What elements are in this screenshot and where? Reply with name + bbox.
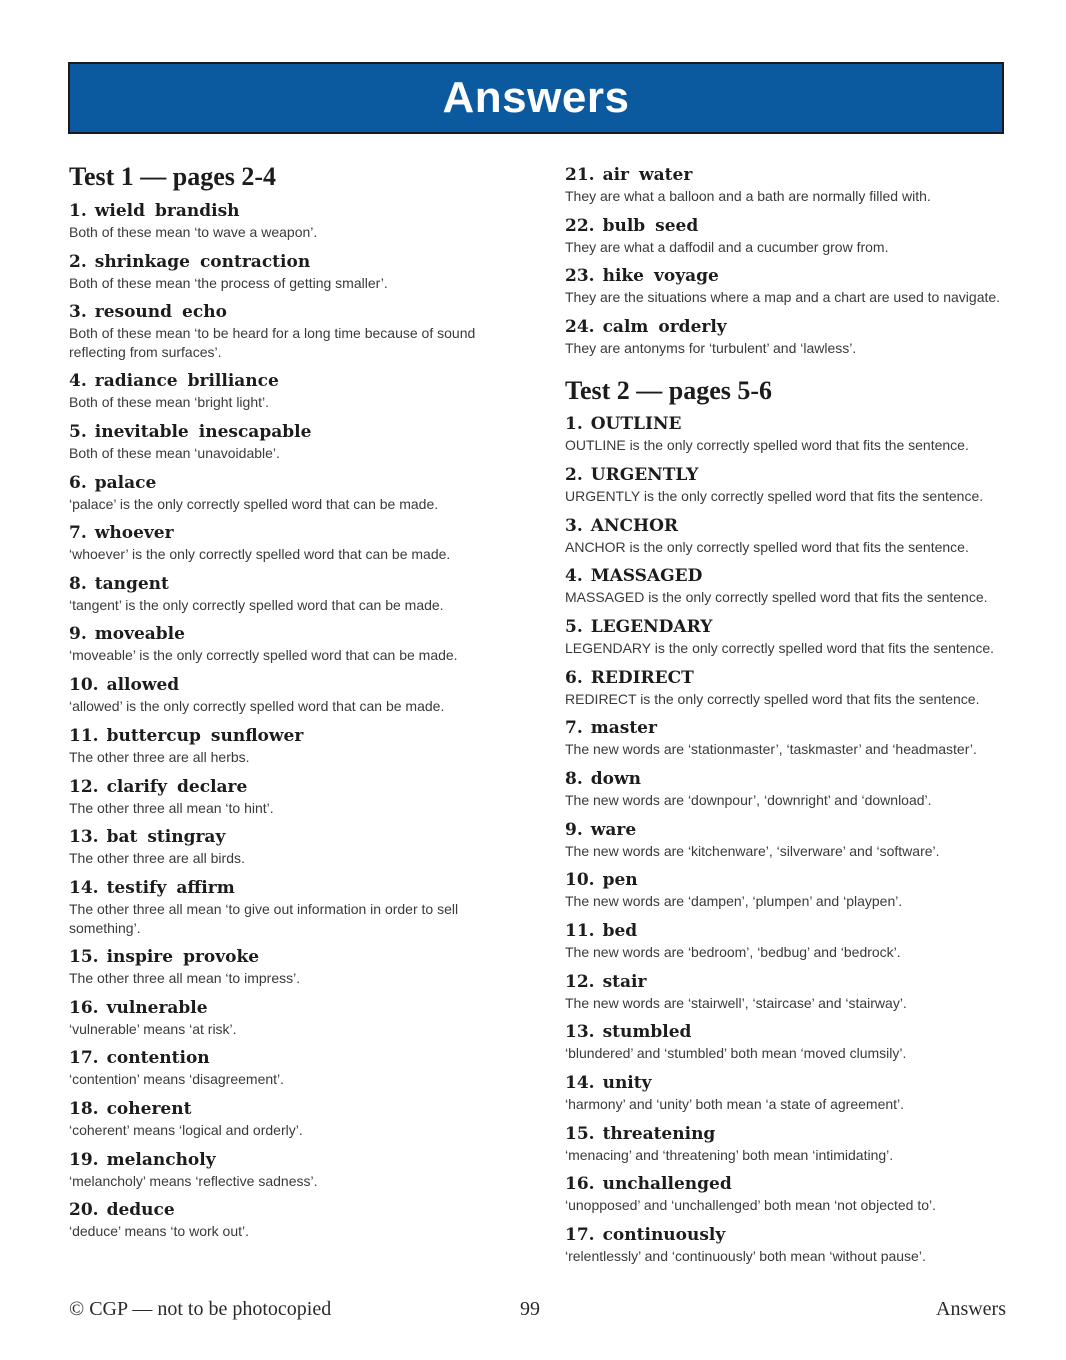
- answer-heading: [69, 523, 529, 544]
- answer-heading: [565, 617, 1035, 638]
- answer-explanation: URGENTLY is the only correctly spelled word that fits the sentence.: [565, 488, 984, 504]
- answer-item: [565, 921, 1035, 962]
- answer-number: 7.: [565, 718, 583, 738]
- answer-heading: [69, 777, 529, 798]
- answer-number: 24.: [565, 317, 595, 337]
- answer-item: [69, 201, 529, 242]
- answer-explanation: OUTLINE is the only correctly spelled word that fits the sentence.: [565, 437, 969, 453]
- answer-item: [565, 165, 1035, 206]
- answer-item: [565, 317, 1035, 358]
- answer-word: palace: [94, 473, 157, 493]
- answer-word-second: orderly: [658, 317, 727, 337]
- answer-explanation: ‘palace’ is the only correctly spelled word that can be made.: [69, 496, 439, 512]
- answer-heading: [69, 675, 529, 696]
- answer-word: allowed: [106, 675, 180, 695]
- answer-word-second: brandish: [155, 201, 240, 221]
- footer-copyright: © CGP — not to be photocopied: [69, 1298, 332, 1320]
- answer-explanation: The new words are ‘stairwell’, ‘staircase’ and ‘stairway’.: [565, 995, 907, 1011]
- answer-heading: [565, 1124, 1035, 1145]
- answer-explanation: ‘moveable’ is the only correctly spelled word that can be made.: [69, 647, 458, 663]
- answer-heading: [69, 1150, 529, 1171]
- answer-heading: [69, 998, 529, 1019]
- test2-heading: Test 2 — pages 5-6: [565, 376, 773, 405]
- answer-number: 16.: [69, 998, 99, 1018]
- answer-item: [565, 1073, 1035, 1114]
- answer-number: 9.: [69, 624, 87, 644]
- answer-word: pen: [602, 870, 638, 890]
- answer-word: testify: [106, 878, 167, 898]
- answer-number: 12.: [565, 972, 595, 992]
- answer-heading: [565, 516, 1035, 537]
- answer-number: 5.: [69, 422, 87, 442]
- answer-word: stumbled: [602, 1022, 692, 1042]
- answer-explanation: They are antonyms for ‘turbulent’ and ‘lawless’.: [565, 340, 857, 356]
- answer-word-second: declare: [177, 777, 248, 797]
- answer-word: wield: [94, 201, 146, 221]
- answer-explanation: ‘coherent’ means ‘logical and orderly’.: [69, 1122, 303, 1138]
- answer-item: [565, 668, 1035, 709]
- answer-word: OUTLINE: [590, 414, 682, 434]
- answer-word: unchallenged: [602, 1174, 732, 1194]
- answer-word-second: sunflower: [210, 726, 304, 746]
- page-title: Answers: [442, 73, 630, 122]
- answer-heading: [69, 624, 529, 645]
- answer-heading: [69, 371, 529, 392]
- answer-explanation: They are what a daffodil and a cucumber grow from.: [565, 239, 889, 255]
- answer-number: 3.: [69, 302, 87, 322]
- answer-word: REDIRECT: [590, 668, 694, 688]
- answer-item: [69, 523, 529, 564]
- answer-word: radiance: [94, 371, 178, 391]
- answer-number: 8.: [565, 769, 583, 789]
- answer-heading: [565, 266, 1035, 287]
- answer-word: URGENTLY: [590, 465, 699, 485]
- answer-heading: [565, 870, 1035, 891]
- answer-heading: [69, 422, 529, 443]
- answer-item: [69, 302, 529, 362]
- answer-item: [565, 516, 1035, 557]
- answer-word-second: echo: [182, 302, 227, 322]
- answer-word-second: stingray: [147, 827, 226, 847]
- answer-word: stair: [602, 972, 647, 992]
- answer-word-second: contraction: [199, 252, 311, 272]
- answer-heading: [69, 252, 529, 273]
- answer-item: [69, 252, 529, 293]
- answer-number: 8.: [69, 574, 87, 594]
- answer-explanation: ANCHOR is the only correctly spelled word that fits the sentence.: [565, 539, 969, 555]
- answer-number: 5.: [565, 617, 583, 637]
- answer-heading: [565, 566, 1035, 587]
- answer-explanation: The other three are all birds.: [69, 850, 245, 866]
- answer-item: [69, 1099, 529, 1140]
- answer-explanation: ‘deduce’ means ‘to work out’.: [69, 1223, 250, 1239]
- answer-word: tangent: [94, 574, 169, 594]
- answer-word: air: [602, 165, 630, 185]
- answer-word: inspire: [106, 947, 174, 967]
- footer-section: Answers: [936, 1298, 1006, 1320]
- answer-item: [565, 769, 1035, 810]
- answer-heading: [565, 1225, 1035, 1246]
- answer-explanation: They are what a balloon and a bath are normally filled with.: [565, 188, 931, 204]
- answer-word: ANCHOR: [590, 516, 679, 536]
- answer-heading: [565, 972, 1035, 993]
- answer-explanation: ‘blundered’ and ‘stumbled’ both mean ‘moved clumsily’.: [565, 1045, 907, 1061]
- answer-explanation: The other three are all herbs.: [69, 749, 250, 765]
- answer-number: 21.: [565, 165, 595, 185]
- answer-word-second: water: [639, 165, 693, 185]
- answer-heading: [69, 878, 529, 899]
- answer-heading: [565, 1174, 1035, 1195]
- answer-explanation: REDIRECT is the only correctly spelled word that fits the sentence.: [565, 691, 980, 707]
- answer-number: 4.: [565, 566, 583, 586]
- answer-explanation: The new words are ‘kitchenware’, ‘silverware’ and ‘software’.: [565, 843, 940, 859]
- answer-explanation: ‘tangent’ is the only correctly spelled word that can be made.: [69, 597, 444, 613]
- answer-word-second: voyage: [654, 266, 719, 286]
- answer-heading: [565, 668, 1035, 689]
- answer-word: unity: [602, 1073, 652, 1093]
- answer-item: [69, 1150, 529, 1191]
- answer-number: 6.: [565, 668, 583, 688]
- answer-heading: [565, 165, 1035, 186]
- answer-heading: [565, 465, 1035, 486]
- answer-number: 20.: [69, 1200, 99, 1220]
- answer-heading: [565, 1073, 1035, 1094]
- answer-number: 14.: [69, 878, 99, 898]
- answer-item: [69, 1200, 529, 1241]
- answer-item: [565, 820, 1035, 861]
- answer-word: coherent: [106, 1099, 192, 1119]
- answer-item: [565, 1174, 1035, 1215]
- answer-number: 2.: [565, 465, 583, 485]
- answer-item: [565, 216, 1035, 257]
- answer-word: vulnerable: [106, 998, 208, 1018]
- answer-word: bat: [106, 827, 138, 847]
- test1-heading: Test 1 — pages 2-4: [69, 162, 277, 191]
- answer-word-second: seed: [655, 216, 699, 236]
- answer-word: moveable: [94, 624, 185, 644]
- answer-heading: [69, 201, 529, 222]
- answer-heading: [565, 820, 1035, 841]
- answer-explanation: ‘vulnerable’ means ‘at risk’.: [69, 1021, 237, 1037]
- answer-explanation: The other three all mean ‘to hint’.: [69, 800, 274, 816]
- answer-word: bulb: [602, 216, 646, 236]
- answer-item: [69, 777, 529, 818]
- answer-explanation: ‘unopposed’ and ‘unchallenged’ both mean ‘not objected to’.: [565, 1197, 937, 1213]
- answer-item: [565, 1022, 1035, 1063]
- answer-word-second: provoke: [183, 947, 260, 967]
- answer-number: 2.: [69, 252, 87, 272]
- answer-item: [565, 414, 1035, 455]
- answer-explanation: ‘contention’ means ‘disagreement’.: [69, 1071, 285, 1087]
- answer-word: hike: [602, 266, 644, 286]
- answer-word: shrinkage: [94, 252, 190, 272]
- answer-explanation: The new words are ‘stationmaster’, ‘taskmaster’ and ‘headmaster’.: [565, 741, 977, 757]
- answer-item: [69, 726, 529, 767]
- answer-item: [69, 371, 529, 412]
- answer-heading: [565, 414, 1035, 435]
- answer-heading: [565, 317, 1035, 338]
- answer-word-second: affirm: [176, 878, 235, 898]
- answer-number: 11.: [69, 726, 99, 746]
- answer-number: 1.: [565, 414, 583, 434]
- answer-heading: [565, 216, 1035, 237]
- answer-item: [69, 947, 529, 988]
- answer-number: 7.: [69, 523, 87, 543]
- answer-word: LEGENDARY: [590, 617, 713, 637]
- answer-explanation: Both of these mean ‘to be heard for a long time because of sound reflecting from surfaces’.: [69, 325, 476, 360]
- answer-word: master: [590, 718, 657, 738]
- answer-explanation: ‘whoever’ is the only correctly spelled word that can be made.: [69, 546, 451, 562]
- answer-number: 23.: [565, 266, 595, 286]
- answer-word: inevitable: [94, 422, 189, 442]
- answer-explanation: ‘allowed’ is the only correctly spelled word that can be made.: [69, 698, 445, 714]
- answer-item: [565, 718, 1035, 759]
- answer-heading: [69, 473, 529, 494]
- answer-heading: [69, 574, 529, 595]
- answer-explanation: The other three all mean ‘to give out information in order to sell something’.: [69, 901, 459, 936]
- answer-explanation: The new words are ‘downpour’, ‘downright’ and ‘download’.: [565, 792, 932, 808]
- answer-item: [69, 473, 529, 514]
- answer-explanation: Both of these mean ‘bright light’.: [69, 394, 270, 410]
- answer-explanation: LEGENDARY is the only correctly spelled word that fits the sentence.: [565, 640, 995, 656]
- answer-number: 14.: [565, 1073, 595, 1093]
- answer-explanation: They are the situations where a map and a chart are used to navigate.: [565, 289, 1001, 305]
- answer-explanation: MASSAGED is the only correctly spelled word that fits the sentence.: [565, 589, 988, 605]
- answer-number: 13.: [69, 827, 99, 847]
- answer-explanation: Both of these mean ‘the process of getting smaller’.: [69, 275, 388, 291]
- answer-number: 10.: [69, 675, 99, 695]
- answer-explanation: Both of these mean ‘unavoidable’.: [69, 445, 280, 461]
- answer-explanation: ‘harmony’ and ‘unity’ both mean ‘a state of agreement’.: [565, 1096, 905, 1112]
- answer-explanation: The new words are ‘dampen’, ‘plumpen’ and ‘playpen’.: [565, 893, 903, 909]
- answer-word-second: inescapable: [198, 422, 312, 442]
- answer-item: [565, 972, 1035, 1013]
- answer-number: 16.: [565, 1174, 595, 1194]
- answer-number: 6.: [69, 473, 87, 493]
- answer-number: 12.: [69, 777, 99, 797]
- answer-word: clarify: [106, 777, 168, 797]
- answer-word: deduce: [106, 1200, 175, 1220]
- answer-word: threatening: [602, 1124, 716, 1144]
- answer-number: 13.: [565, 1022, 595, 1042]
- answer-number: 3.: [565, 516, 583, 536]
- answer-heading: [565, 718, 1035, 739]
- answer-word: calm: [602, 317, 649, 337]
- answer-heading: [69, 1200, 529, 1221]
- answer-item: [69, 422, 529, 463]
- answer-explanation: The other three all mean ‘to impress’.: [69, 970, 301, 986]
- answer-word: continuously: [602, 1225, 726, 1245]
- answer-number: 15.: [565, 1124, 595, 1144]
- answer-item: [69, 878, 529, 938]
- answer-heading: [69, 947, 529, 968]
- answer-explanation: ‘melancholy’ means ‘reflective sadness’.: [69, 1173, 318, 1189]
- answer-item: [565, 870, 1035, 911]
- answer-word: whoever: [94, 523, 174, 543]
- answer-heading: [69, 302, 529, 323]
- answer-item: [565, 566, 1035, 607]
- answer-number: 1.: [69, 201, 87, 221]
- answer-heading: [69, 726, 529, 747]
- answer-word: ware: [590, 820, 637, 840]
- answer-item: [565, 1124, 1035, 1165]
- answer-number: 22.: [565, 216, 595, 236]
- answer-item: [69, 574, 529, 615]
- answer-explanation: The new words are ‘bedroom’, ‘bedbug’ and ‘bedrock’.: [565, 944, 901, 960]
- answer-item: [69, 1048, 529, 1089]
- answer-word: contention: [106, 1048, 210, 1068]
- answer-word: resound: [94, 302, 173, 322]
- answer-number: 15.: [69, 947, 99, 967]
- answer-heading: [69, 1099, 529, 1120]
- answer-heading: [69, 1048, 529, 1069]
- answer-word: buttercup: [106, 726, 201, 746]
- answer-number: 9.: [565, 820, 583, 840]
- answer-item: [69, 827, 529, 868]
- answer-heading: [565, 769, 1035, 790]
- answer-word: down: [590, 769, 641, 789]
- answer-word: MASSAGED: [590, 566, 703, 586]
- answer-word: bed: [602, 921, 638, 941]
- answer-item: [69, 675, 529, 716]
- answer-item: [565, 1225, 1035, 1266]
- answer-number: 17.: [565, 1225, 595, 1245]
- answer-explanation: Both of these mean ‘to wave a weapon’.: [69, 224, 318, 240]
- answer-heading: [565, 921, 1035, 942]
- answer-word: melancholy: [106, 1150, 216, 1170]
- answer-number: 4.: [69, 371, 87, 391]
- answer-heading: [565, 1022, 1035, 1043]
- answer-number: 10.: [565, 870, 595, 890]
- answer-item: [69, 624, 529, 665]
- answer-number: 17.: [69, 1048, 99, 1068]
- footer-page-number: 99: [520, 1298, 540, 1320]
- answer-item: [69, 998, 529, 1039]
- answer-number: 11.: [565, 921, 595, 941]
- answer-number: 18.: [69, 1099, 99, 1119]
- answer-item: [565, 617, 1035, 658]
- answer-item: [565, 266, 1035, 307]
- answer-explanation: ‘relentlessly’ and ‘continuously’ both mean ‘without pause’.: [565, 1248, 926, 1264]
- answer-number: 19.: [69, 1150, 99, 1170]
- answer-heading: [69, 827, 529, 848]
- answers-banner: [68, 62, 1004, 134]
- answer-explanation: ‘menacing’ and ‘threatening’ both mean ‘intimidating’.: [565, 1147, 894, 1163]
- answer-word-second: brilliance: [187, 371, 279, 391]
- answer-item: [565, 465, 1035, 506]
